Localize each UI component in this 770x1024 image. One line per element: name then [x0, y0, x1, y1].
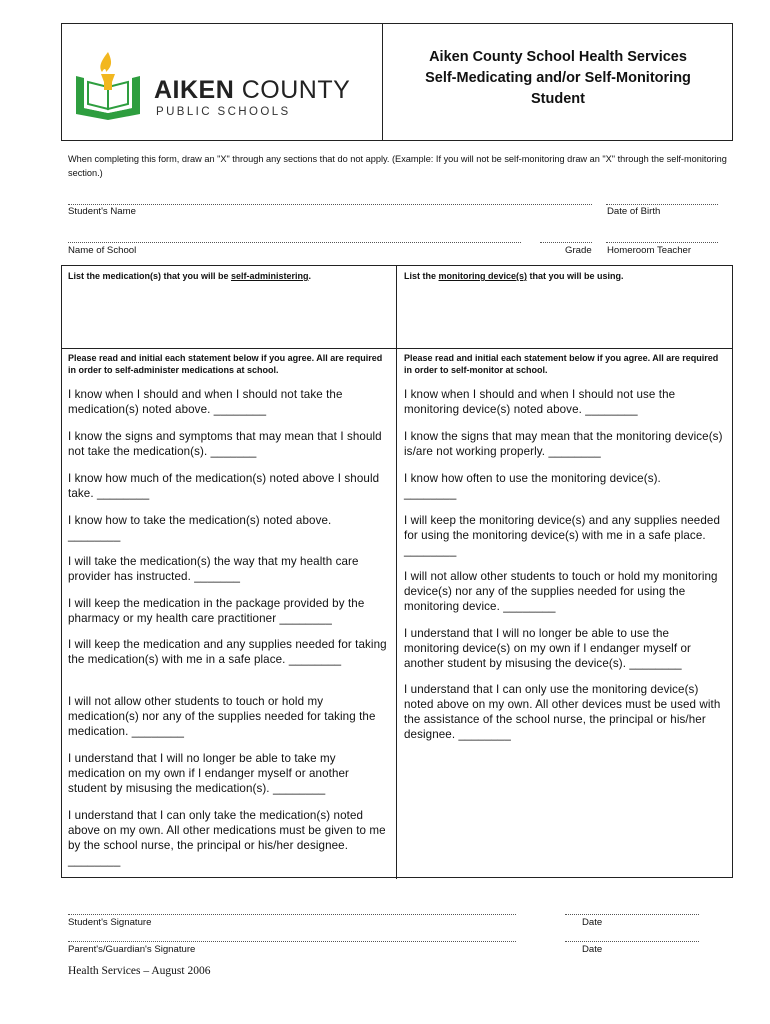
self-monitor-instructions: Please read and initial each statement below if you agree. All are required in order to self-monitor at school.: [404, 353, 719, 375]
right-statement[interactable]: I will not allow other students to touch or hold my monitoring device(s) nor any of the supplies needed for using the monitoring device. ________: [404, 570, 718, 613]
row-divider: [62, 348, 732, 349]
device-list-area[interactable]: [400, 284, 730, 346]
student-date-label: Date: [582, 917, 603, 928]
form-header: [61, 23, 733, 141]
logo-subtitle: PUBLIC SCHOOLS: [156, 106, 291, 118]
parent-date-line[interactable]: [565, 941, 699, 942]
right-statement[interactable]: I will keep the monitoring device(s) and any supplies needed for using the monitoring device(s) with me in a safe place. ________: [404, 514, 720, 557]
date-of-birth-label: Date of Birth: [607, 206, 661, 217]
medication-list-area[interactable]: [64, 284, 394, 346]
school-book-flame-icon: [68, 46, 148, 126]
left-statement[interactable]: I will keep the medication and any supplies needed for taking the medication(s) with me in a safe place. ________: [68, 638, 387, 666]
right-statement[interactable]: I understand that I will no longer be able to use the monitoring device(s) on my own if I endanger myself or another student by misusing the device(s). ________: [404, 627, 691, 670]
grade-label: Grade: [565, 245, 592, 256]
form-title: Aiken County School Health Services Self-Medicating and/or Self-Monitoring Student: [425, 49, 691, 107]
date-of-birth-line[interactable]: [606, 204, 718, 205]
left-statement[interactable]: I will take the medication(s) the way that my health care provider has instructed. _______: [68, 555, 359, 583]
parent-date-label: Date: [582, 944, 603, 955]
left-statement[interactable]: I know the signs and symptoms that may mean that I should not take the medication(s). _______: [68, 430, 382, 458]
self-administer-instructions: Please read and initial each statement below if you agree. All are required in order to self-administer medications at school.: [68, 353, 383, 375]
footer-note: Health Services – August 2006: [68, 965, 211, 977]
homeroom-teacher-line[interactable]: [606, 242, 718, 243]
left-statement[interactable]: I know how much of the medication(s) noted above I should take. ________: [68, 472, 380, 500]
homeroom-teacher-label: Homeroom Teacher: [607, 245, 692, 256]
parent-signature-label: Parent's/Guardian's Signature: [68, 944, 196, 955]
left-statement[interactable]: I will keep the medication in the package provided by the pharmacy or my health care practitioner ________: [68, 597, 365, 625]
agreement-table: [61, 265, 733, 878]
aiken-county-logo: [68, 46, 378, 126]
student-signature-label: Student's Signature: [68, 917, 152, 928]
right-statement[interactable]: I understand that I can only use the monitoring device(s) noted above on my own. All other devices must be used with the assistance of the school nurse, the principal or his/her designee. ________: [404, 683, 721, 741]
device-list-heading: List the monitoring device(s) that you will be using.: [404, 271, 624, 281]
header-divider: [382, 24, 383, 140]
right-statement[interactable]: I know when I should and when I should not use the monitoring device(s) noted above. ________: [404, 388, 676, 416]
students-name-label: Student's Name: [68, 206, 136, 217]
grade-line[interactable]: [540, 242, 592, 243]
name-of-school-line[interactable]: [68, 242, 521, 243]
students-name-line[interactable]: [68, 204, 592, 205]
parent-signature-line[interactable]: [68, 941, 516, 942]
left-statement[interactable]: I know how to take the medication(s) noted above. ________: [68, 514, 332, 542]
column-divider: [396, 266, 397, 879]
logo-title: AIKEN COUNTY: [154, 76, 351, 104]
student-signature-line[interactable]: [68, 914, 516, 915]
name-of-school-label: Name of School: [68, 245, 137, 256]
right-statement[interactable]: I know how often to use the monitoring device(s). ________: [404, 472, 661, 500]
left-statement[interactable]: I will not allow other students to touch or hold my medication(s) nor any of the supplies needed for taking the medication. ________: [68, 695, 376, 738]
right-statement[interactable]: I know the signs that may mean that the monitoring device(s) is/are not working properly. ________: [404, 430, 723, 458]
student-date-line[interactable]: [565, 914, 699, 915]
left-statement[interactable]: I understand that I can only take the medication(s) noted above on my own. All other medications must be given to me by the school nurse, the principal or his/her designee. ________: [68, 809, 386, 867]
form-instructions: When completing this form, draw an "X" through any sections that do not apply. (Example: If you will not be self-monitoring draw an "X" through the self-monitoring section.): [68, 154, 727, 178]
left-statement[interactable]: I know when I should and when I should not take the medication(s) noted above. ________: [68, 388, 343, 416]
left-statement[interactable]: I understand that I will no longer be able to take my medication on my own if I endanger myself or another student by misusing the medication(s). ________: [68, 752, 350, 795]
medication-list-heading: List the medication(s) that you will be self-administering.: [68, 271, 312, 281]
